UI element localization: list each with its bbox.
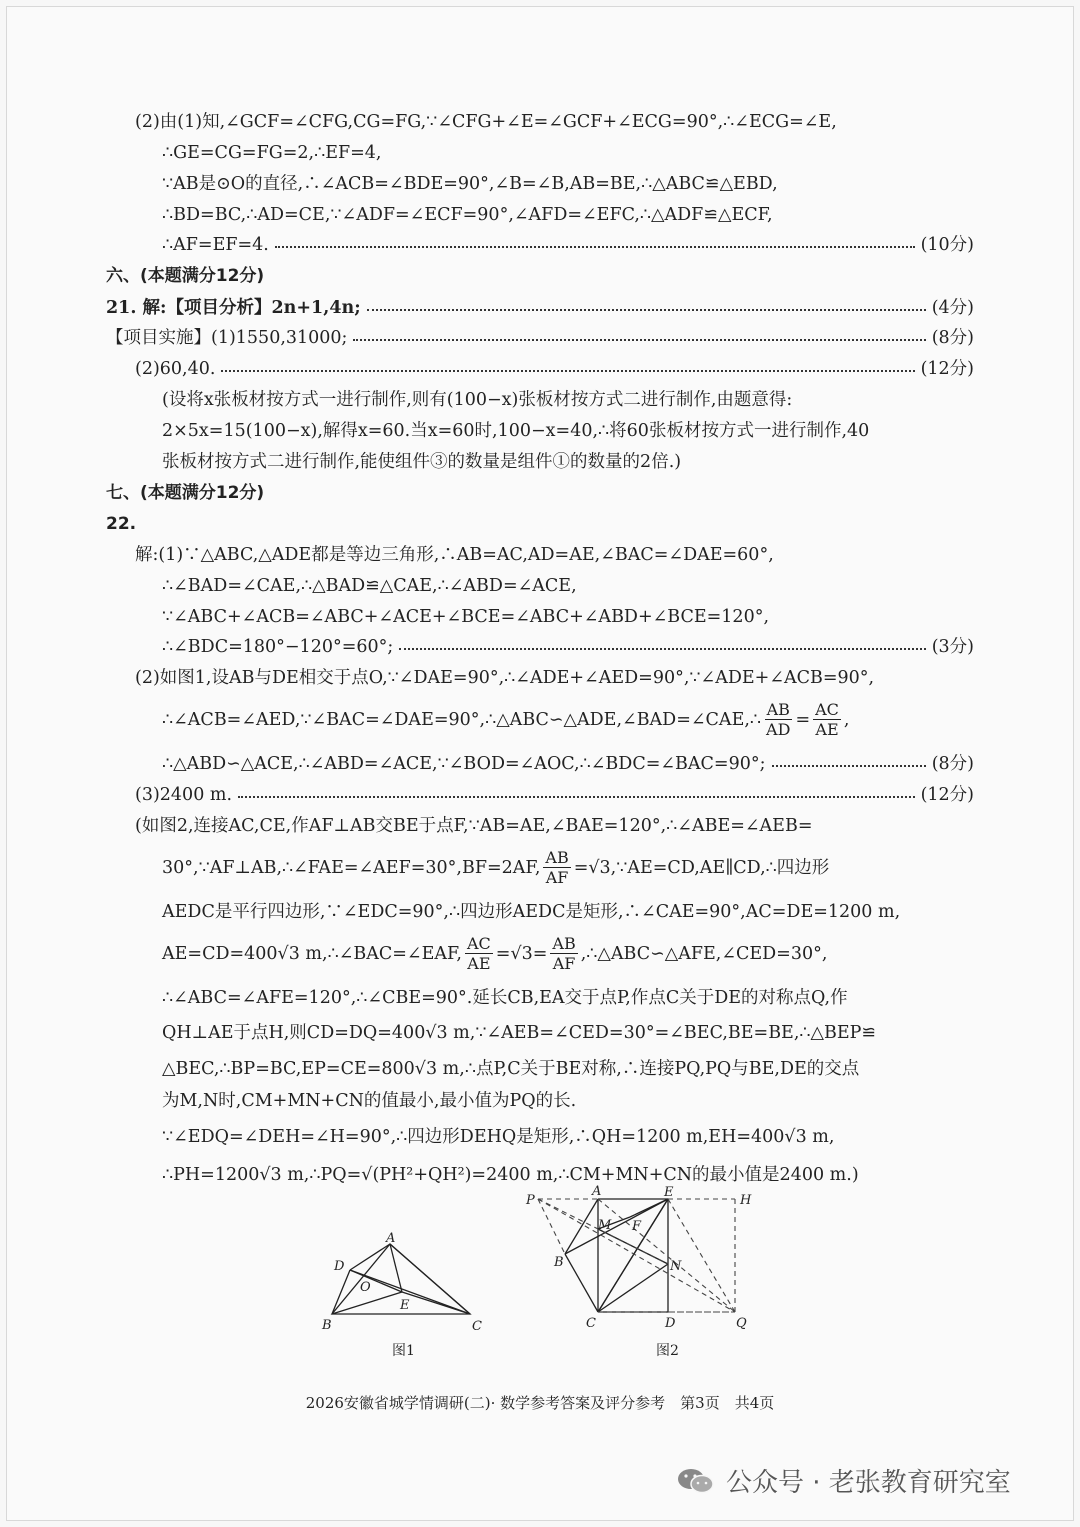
answer-line: (2)如图1,设AB与DE相交于点O,∵∠DAE=90°,∴∠ADE+∠AED=90°,∵∠ADE+∠ACB=90°,: [135, 668, 875, 688]
score-mark: (12分): [920, 785, 974, 805]
answer-line: ∴PH=1200√3 m,∴PQ=√(PH²+QH²)=2400 m,∴CM+MN+CN的最小值是2400 m.): [162, 1165, 859, 1185]
answer-line: ∴∠BDC=180°−120°=60°; (3分): [162, 637, 974, 657]
problem-number: 22.: [106, 514, 137, 534]
score-mark: (10分): [920, 235, 974, 255]
point-label: M: [598, 1218, 612, 1233]
page-footer: 2026安徽省城学情调研(二)· 数学参考答案及评分参考 第3页 共4页: [305, 1394, 775, 1412]
answer-line: AEDC是平行四边形,∵∠EDC=90°,∴四边形AEDC是矩形,∴∠CAE=90°,AC=DE=1200 m,: [162, 902, 901, 922]
figure-1: [320, 1232, 500, 1337]
watermark: [676, 1462, 1011, 1499]
point-label: F: [632, 1219, 642, 1234]
score-mark: (3分): [931, 637, 974, 657]
wechat-icon: [676, 1466, 716, 1496]
point-label: C: [472, 1319, 482, 1334]
answer-line: QH⊥AE于点H,则CD=DQ=400√3 m,∵∠AEB=∠CED=30°=∠BEC,BE=BE,∴△BEP≌: [162, 1023, 877, 1043]
answer-line: ∴GE=CG=FG=2,∴EF=4,: [162, 143, 382, 163]
point-label: E: [664, 1185, 674, 1200]
score-mark: (4分): [931, 298, 974, 318]
answer-line: 【项目实施】(1)1550,31000; (8分): [106, 328, 974, 348]
answer-line: 张板材按方式二进行制作,能使组件③的数量是组件①的数量的2倍.): [162, 452, 682, 472]
figure-caption: 图2: [656, 1343, 679, 1359]
point-label: H: [740, 1193, 752, 1208]
watermark-text: 公众号 · 老张教育研究室: [726, 1468, 1011, 1498]
score-mark: (12分): [920, 359, 974, 379]
answer-line: ∴BD=BC,∴AD=CE,∵∠ADF=∠ECF=90°,∠AFD=∠EFC,∴△ADF≌△ECF,: [162, 205, 773, 225]
point-label: C: [586, 1316, 596, 1331]
answer-line: 30°,∵AF⊥AB,∴∠FAE=∠AEF=30°,BF=2AF, $\frac{AB}{AF}$ =√3,∵AE=CD,AE∥CD,∴四边形: [162, 847, 830, 887]
section-heading: 六、(本题满分12分): [106, 266, 265, 286]
answer-line: 2×5x=15(100−x),解得x=60.当x=60时,100−x=40,∴将60张板材按方式一进行制作,40: [162, 421, 870, 441]
point-label: N: [670, 1259, 682, 1274]
point-label: Q: [736, 1316, 747, 1331]
answer-line: AE=CD=400√3 m,∴∠BAC=∠EAF, $\frac{AC}{AE}$ =√3= $\frac{AB}{AF}$ ,∴△ABC∽△AFE,∠CED=30°,: [162, 933, 828, 973]
figure-2: [520, 1184, 760, 1336]
answer-line: (3)2400 m. (12分): [135, 785, 974, 805]
answer-line: ∴△ABD∽△ACE,∴∠ABD=∠ACE,∵∠BOD=∠AOC,∴∠BDC=∠BAC=90°; (8分): [162, 754, 974, 774]
fraction: $\frac{AB}{AF}$: [545, 847, 569, 887]
answer-line: (2)60,40. (12分): [135, 359, 974, 379]
point-label: D: [334, 1259, 345, 1274]
score-mark: (8分): [931, 754, 974, 774]
point-label: P: [526, 1193, 535, 1208]
section-heading: 七、(本题满分12分): [106, 483, 265, 503]
point-label: E: [400, 1298, 410, 1313]
answer-line: ∴∠ACB=∠AED,∵∠BAC=∠DAE=90°,∴△ABC∽△ADE,∠BAD=∠CAE,∴ $\frac{AB}{AD}$ = $\frac{AC}{AE}$ ,: [162, 699, 850, 739]
point-label: A: [592, 1184, 602, 1199]
answer-line: ∵AB是⊙O的直径,∴∠ACB=∠BDE=90°,∠B=∠B,AB=BE,∴△ABC≌△EBD,: [162, 174, 778, 194]
point-label: A: [386, 1232, 396, 1246]
answer-line: ∵∠EDQ=∠DEH=∠H=90°,∴四边形DEHQ是矩形,∴QH=1200 m,EH=400√3 m,: [162, 1127, 835, 1147]
answer-line: 21. 解:【项目分析】2n+1,4n; (4分): [106, 298, 974, 318]
answer-line: △BEC,∴BP=BC,EP=CE=800√3 m,∴点P,C关于BE对称,∴连接PQ,PQ与BE,DE的交点: [162, 1059, 860, 1079]
point-label: B: [322, 1318, 332, 1333]
answer-line: ∴AF=EF=4. (10分): [162, 235, 974, 255]
answer-line: (如图2,连接AC,CE,作AF⊥AB交BE于点F,∵AB=AE,∠BAE=120°,∴∠ABE=∠AEB=: [135, 816, 813, 836]
fraction: $\frac{AB}{AF}$: [552, 933, 576, 973]
answer-line: (设将x张板材按方式一进行制作,则有(100−x)张板材按方式二进行制作,由题意得:: [162, 390, 793, 410]
score-mark: (8分): [931, 328, 974, 348]
answer-line: ∵∠ABC+∠ACB=∠ABC+∠ACE+∠BCE=∠ABC+∠ABD+∠BCE=120°,: [162, 607, 770, 627]
fraction: $\frac{AC}{AE}$: [815, 699, 839, 739]
point-label: B: [554, 1255, 564, 1270]
answer-line: (2)由(1)知,∠GCF=∠CFG,CG=FG,∵∠CFG+∠E=∠GCF+∠ECG=90°,∴∠ECG=∠E,: [135, 112, 837, 132]
fraction: $\frac{AC}{AE}$: [466, 933, 491, 973]
answer-line: 为M,N时,CM+MN+CN的值最小,最小值为PQ的长.: [162, 1091, 577, 1111]
answer-line: ∴∠ABC=∠AFE=120°,∴∠CBE=90°.延长CB,EA交于点P,作点C关于DE的对称点Q,作: [162, 988, 848, 1008]
answer-line: ∴∠BAD=∠CAE,∴△BAD≌△CAE,∴∠ABD=∠ACE,: [162, 576, 577, 596]
figure-caption: 图1: [392, 1343, 415, 1359]
point-label: D: [665, 1316, 676, 1331]
point-label: O: [360, 1280, 371, 1295]
fraction: $\frac{AB}{AD}$: [766, 699, 791, 739]
answer-line: 解:(1)∵△ABC,△ADE都是等边三角形,∴AB=AC,AD=AE,∠BAC=∠DAE=60°,: [135, 545, 774, 565]
